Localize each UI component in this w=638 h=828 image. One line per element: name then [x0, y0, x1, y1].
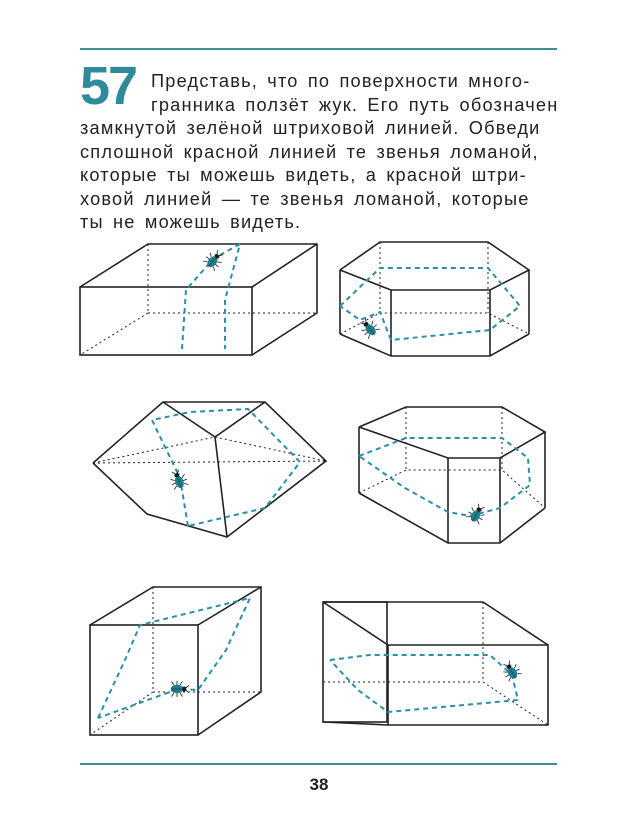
task-text-line: сплошной красной линией те звенья ломаной, [80, 141, 539, 162]
task-text-line: ты не можешь видеть. [80, 212, 302, 232]
task-text-line: Представь, что по поверхности много- [151, 71, 531, 91]
figure-pyramid [93, 402, 326, 537]
task-text-line: гранника ползёт жук. Его путь обозначен [151, 94, 559, 115]
figure-box-wide [80, 244, 317, 355]
task-text-line: ховой линией — те звенья ломаной, которые [80, 188, 530, 209]
task-number: 57 [80, 56, 137, 116]
task-text-line: замкнутой зелёной штриховой линией. Обведи [80, 118, 541, 138]
figure-cube [90, 587, 261, 735]
beetle-icon [465, 501, 488, 525]
figure-hexagonal-prism-top [340, 242, 529, 356]
page-number: 38 [309, 775, 329, 794]
task-text-line: которые ты можешь видеть, а красной штри- [80, 165, 527, 185]
beetle-icon [202, 247, 226, 271]
bottom-rule [80, 763, 557, 765]
figure-box-long [323, 602, 548, 725]
beetle-icon [168, 468, 189, 491]
beetle-icon [357, 315, 381, 339]
figure-hexagonal-prism-bottom [359, 407, 545, 543]
beetle-icon [500, 658, 523, 682]
